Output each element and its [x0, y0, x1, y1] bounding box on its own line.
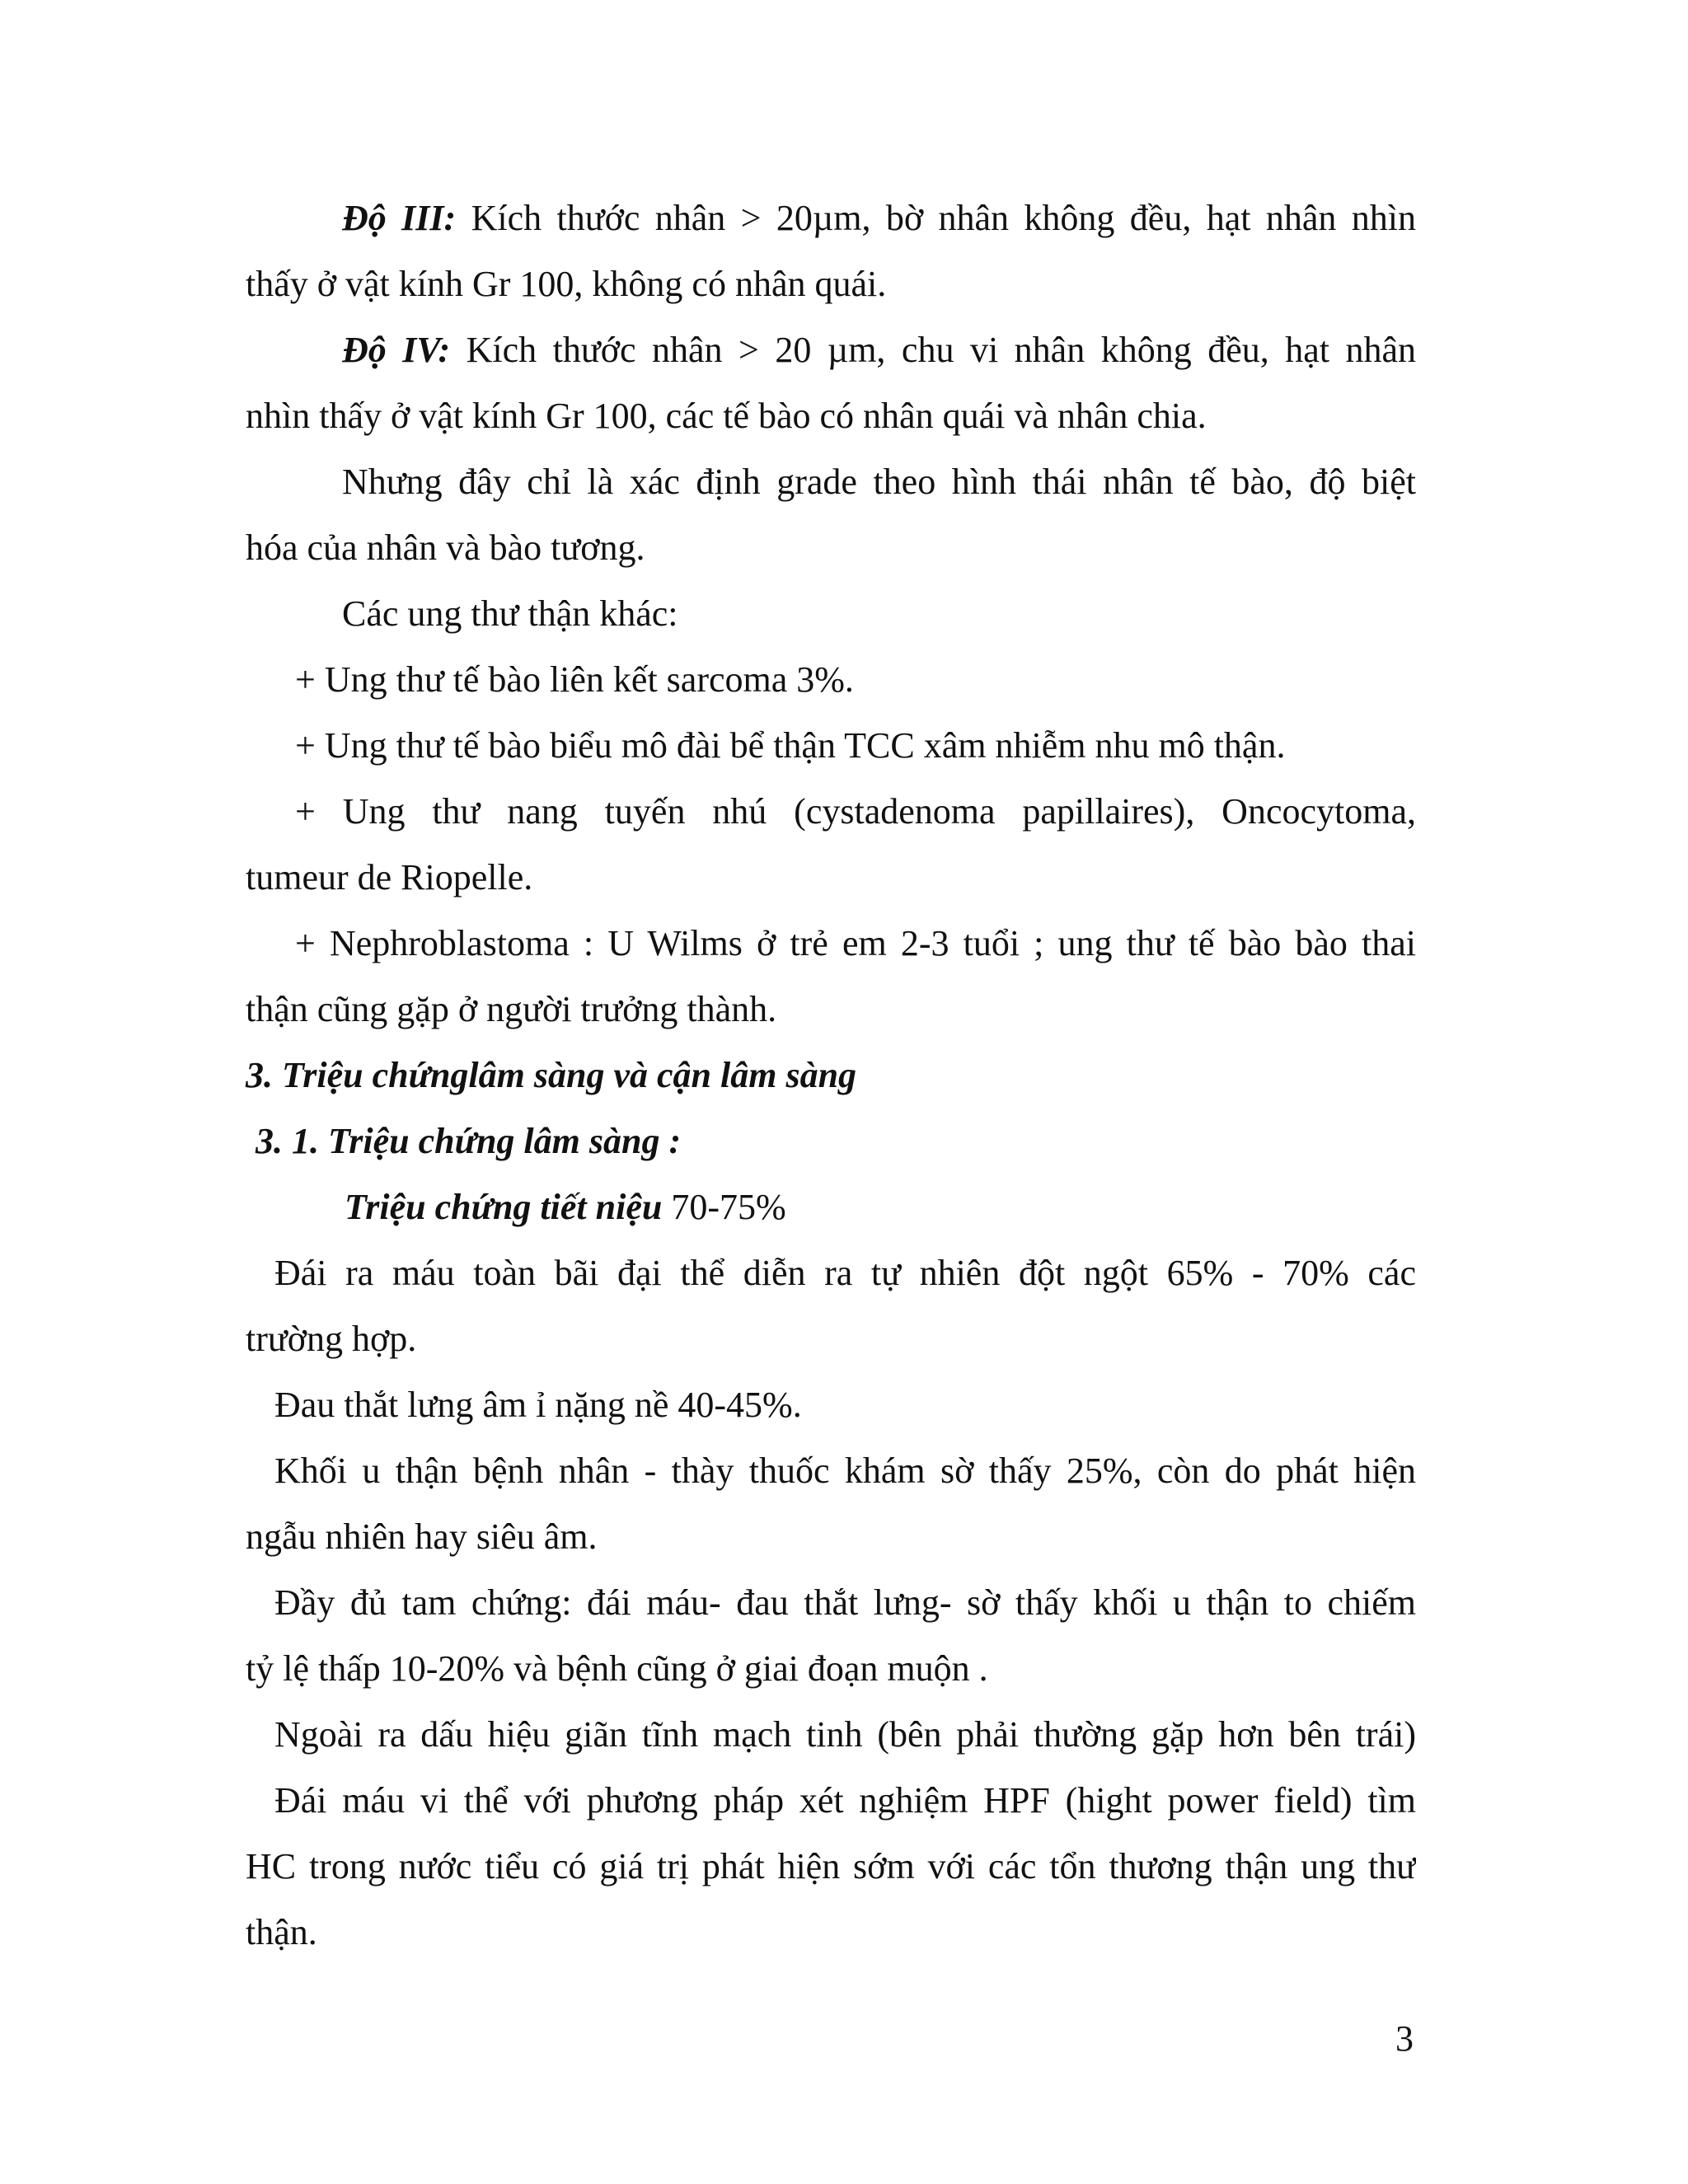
sub-heading-urinary-symptoms	[345, 1185, 786, 1230]
grade-3-text: Kích thước nhân > 20µm, bờ nhân không đều, hạt nhân nhìn	[456, 198, 1416, 238]
paragraph-grade-note-line-1: Nhưng đây chỉ là xác định grade theo hình thái nhân tế bào, độ biệt	[342, 462, 1416, 502]
list-item-cystadenoma-line-2: tumeur de Riopelle.	[246, 857, 533, 898]
list-item-cystadenoma-line-1: + Ung thư nang tuyến nhú (cystadenoma papillaires), Oncocytoma,	[295, 791, 1416, 832]
paragraph-grade-4-line-1	[342, 328, 1416, 373]
section-heading-3-1: 3. 1. Triệu chứng lâm sàng :	[256, 1121, 682, 1161]
symptom-flank-pain: Đau thắt lưng âm ỉ nặng nề 40-45%.	[274, 1385, 802, 1425]
paragraph-grade-3-line-1	[342, 196, 1416, 241]
paragraph-grade-4-line-2: nhìn thấy ở vật kính Gr 100, các tế bào có nhân quái và nhân chia.	[246, 396, 1207, 436]
symptom-mass-line-1: Khối u thận bệnh nhân - thày thuốc khám sờ thấy 25%, còn do phát hiện	[274, 1451, 1416, 1491]
sub-heading-percent: 70-75%	[662, 1187, 786, 1227]
symptom-microhematuria-line-1: Đái máu vi thể với phương pháp xét nghiệm HPF (hight power field) tìm	[274, 1780, 1416, 1821]
symptom-microhematuria-line-2: HC trong nước tiểu có giá trị phát hiện sớm với các tổn thương thận ung thư	[246, 1846, 1416, 1886]
sub-heading-label: Triệu chứng tiết niệu	[345, 1187, 663, 1227]
symptom-triad-line-1: Đầy đủ tam chứng: đái máu- đau thắt lưng- sờ thấy khối u thận to chiếm	[274, 1582, 1416, 1623]
paragraph-grade-3-line-2: thấy ở vật kính Gr 100, không có nhân quái.	[246, 264, 887, 304]
symptom-hematuria-line-1: Đái ra máu toàn bãi đại thể diễn ra tự nhiên đột ngột 65% - 70% các	[274, 1253, 1416, 1293]
symptom-hematuria-line-2: trường hợp.	[246, 1319, 417, 1359]
list-item-sarcoma: + Ung thư tế bào liên kết sarcoma 3%.	[295, 659, 854, 700]
section-heading-3: 3. Triệu chứnglâm sàng và cận lâm sàng	[246, 1055, 857, 1095]
list-item-nephroblastoma-line-1: + Nephroblastoma : U Wilms ở trẻ em 2-3 tuổi ; ung thư tế bào bào thai	[295, 923, 1416, 963]
grade-4-label: Độ IV:	[342, 330, 451, 370]
list-item-nephroblastoma-line-2: thận cũng gặp ở người trưởng thành.	[246, 989, 777, 1029]
symptom-varicocele: Ngoài ra dấu hiệu giãn tĩnh mạch tinh (bên phải thường gặp hơn bên trái)	[274, 1714, 1416, 1755]
symptom-microhematuria-line-3: thận.	[246, 1912, 317, 1952]
paragraph-grade-note-line-2: hóa của nhân và bào tương.	[246, 527, 645, 568]
symptom-triad-line-2: tỷ lệ thấp 10-20% và bệnh cũng ở giai đoạn muộn .	[246, 1648, 988, 1689]
symptom-mass-line-2: ngẫu nhiên hay siêu âm.	[246, 1516, 598, 1557]
list-item-tcc: + Ung thư tế bào biểu mô đài bể thận TCC xâm nhiễm nhu mô thận.	[295, 725, 1286, 766]
page-number: 3	[1395, 2018, 1414, 2059]
grade-4-text: Kích thước nhân > 20 µm, chu vi nhân không đều, hạt nhân	[450, 330, 1416, 370]
other-cancers-intro: Các ung thư thận khác:	[342, 593, 678, 634]
grade-3-label: Độ III:	[342, 198, 457, 238]
